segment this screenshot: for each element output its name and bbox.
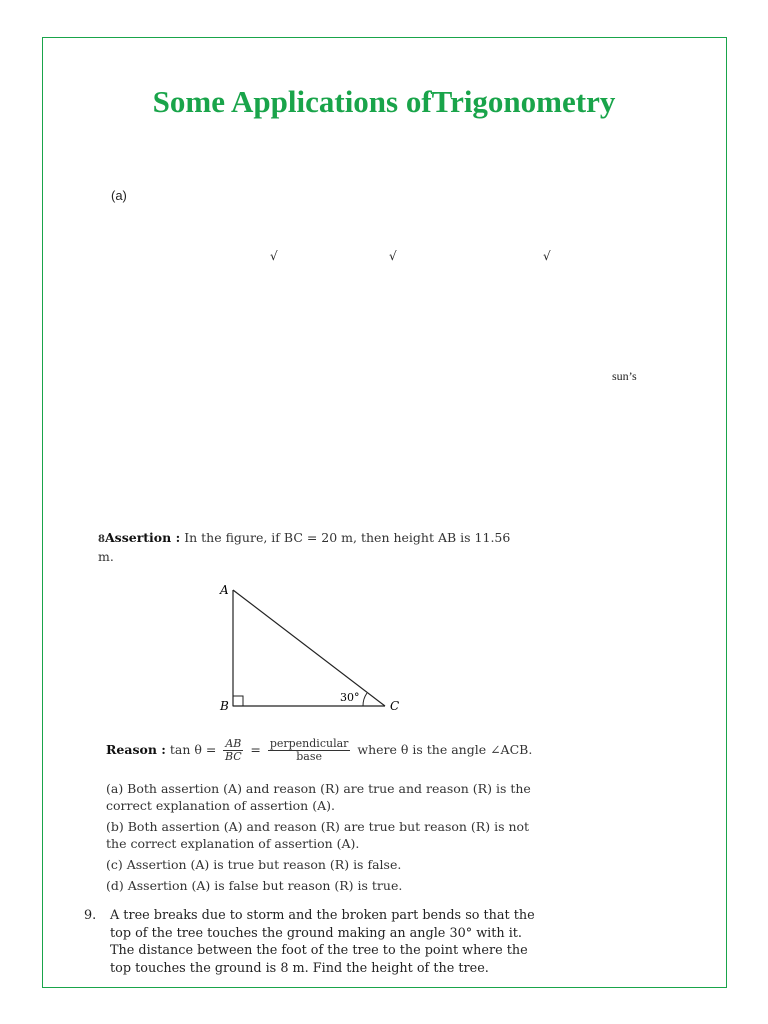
- page-title: Some Applications ofTrigonometry: [152, 84, 616, 119]
- fraction-denominator: BC: [224, 750, 242, 763]
- reason-text: where θ is the angle ∠ACB.: [357, 742, 533, 757]
- vertex-c-label: C: [390, 699, 400, 713]
- question-8-assertion: [98, 529, 528, 565]
- question-8-reason: [106, 738, 536, 763]
- sqrt-symbol: √: [270, 249, 278, 263]
- sqrt-symbol: √: [543, 249, 551, 263]
- answer-options: [106, 780, 536, 898]
- question-number: 8: [98, 534, 105, 545]
- fraction-ab-bc: [223, 738, 243, 763]
- suns-label: sun’s: [612, 369, 637, 383]
- vertex-a-label: A: [220, 583, 229, 597]
- equals-sign: =: [250, 742, 261, 757]
- assertion-label: Assertion :: [104, 530, 181, 545]
- sqrt-symbol: √: [389, 249, 397, 263]
- option-d[interactable]: (d) Assertion (A) is false but reason (R) is true.: [106, 878, 403, 893]
- vertex-b-label: B: [220, 699, 229, 713]
- triangle-figure: [210, 578, 420, 713]
- assertion-text: In the figure, if BC = 20 m, then height AB is 11.56 m.: [98, 530, 511, 564]
- option-a-label: (a): [111, 188, 127, 203]
- option-a[interactable]: (a) Both assertion (A) and reason (R) are true and reason (R) is the correct explanation of assertion (A).: [106, 781, 531, 813]
- question-number: 9.: [84, 908, 97, 923]
- question-9: [84, 907, 544, 976]
- option-c[interactable]: (c) Assertion (A) is true but reason (R) is false.: [106, 857, 402, 872]
- reason-label: Reason :: [106, 742, 166, 757]
- option-b[interactable]: (b) Both assertion (A) and reason (R) are true but reason (R) is not the correct explanation of assertion (A).: [106, 819, 530, 851]
- fraction-perp-base: [268, 738, 351, 763]
- fraction-numerator: perpendicular: [269, 737, 349, 750]
- question-9-text: A tree breaks due to storm and the broken part bends so that the top of the tree touches the ground making an angle 30° with it. The distance between the foot of the tree to the point where the top touches the ground is 8 m. Find the height of the tree.: [110, 908, 535, 976]
- fraction-numerator: AB: [225, 737, 242, 750]
- reason-tan: tan θ =: [169, 742, 217, 757]
- angle-label: 30°: [340, 691, 360, 704]
- fraction-denominator: base: [296, 750, 322, 763]
